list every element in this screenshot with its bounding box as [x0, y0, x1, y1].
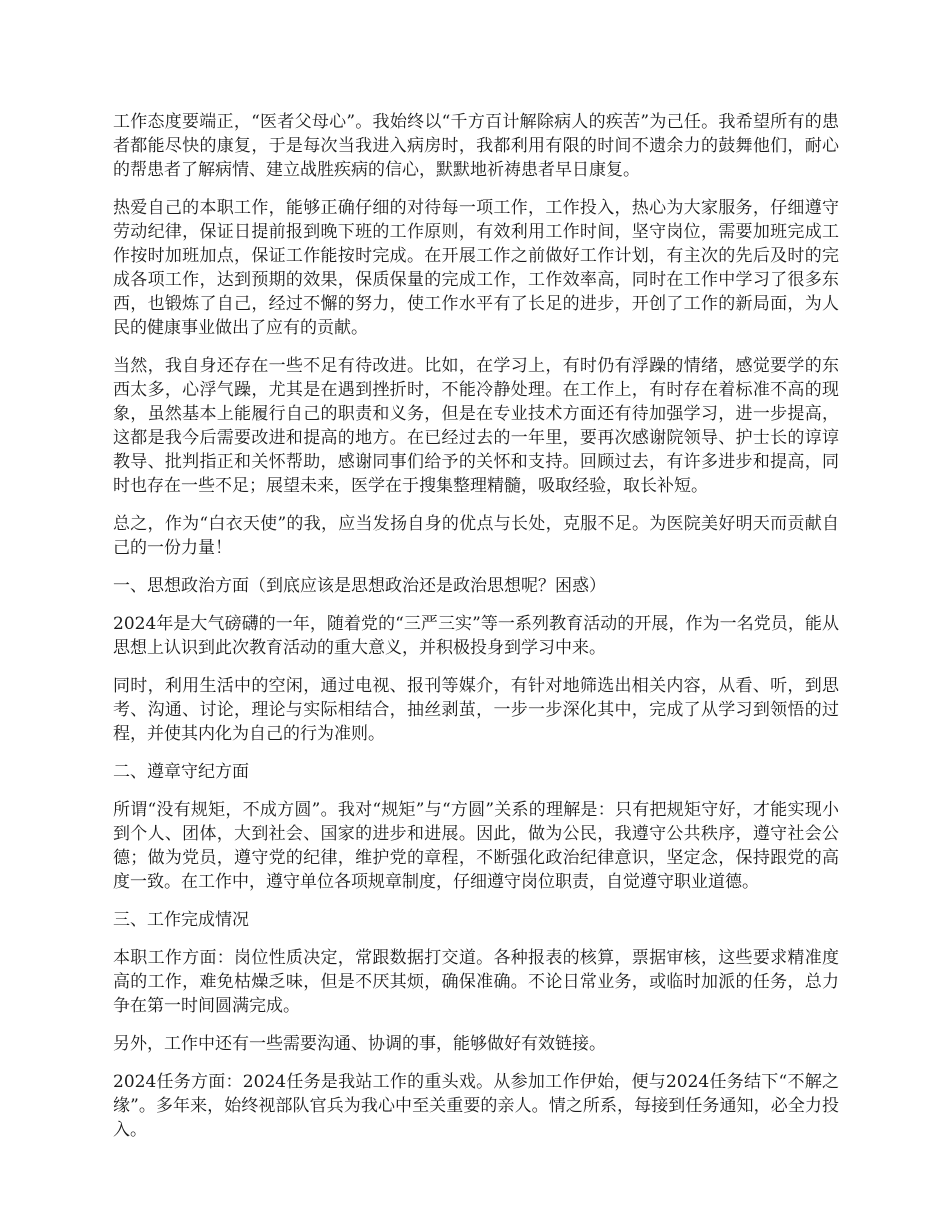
paragraph-work-love: 热爱自己的本职工作，能够正确仔细的对待每一项工作，工作投入，热心为大家服务，仔细遵守劳动纪律，保证日提前报到晚下班的工作原则，有效利用工作时间，坚守岗位，需要加班完成工作按时加班加点，保证工作能按时完成。在开展工作之前做好工作计划，有主次的先后及时的完成各项工作，达到预期的效果，保质保量的完成工作，工作效率高，同时在工作中学习了很多东西，也锻炼了自己，经过不懈的努力，使工作水平有了长足的进步，开创了工作的新局面，为人民的健康事业做出了应有的贡献。 — [113, 198, 839, 338]
paragraph-political-year: 2024年是大气磅礴的一年，随着党的“三严三实”等一系列教育活动的开展，作为一名党员，能从思想上认识到此次教育活动的重大意义，并积极投身到学习中来。 — [113, 614, 839, 658]
paragraph-task-2024: 2024任务方面：2024任务是我站工作的重头戏。从参加工作伊始，便与2024任务结下“不解之缘”。多年来，始终视部队官兵为我心中至关重要的亲人。情之所系，每接到任务通知，必全力投入。 — [113, 1072, 839, 1140]
paragraph-coordination: 另外，工作中还有一些需要沟通、协调的事，能够做好有效链接。 — [113, 1034, 606, 1054]
paragraph-shortcomings: 当然，我自身还存在一些不足有待改进。比如，在学习上，有时仍有浮躁的情绪，感觉要学的东西太多，心浮气躁，尤其是在遇到挫折时，不能冷静处理。在工作上，有时存在着标准不高的现象，虽然基本上能履行自己的职责和义务，但是在专业技术方面还有待加强学习，进一步提高，这都是我今后需要改进和提高的地方。在已经过去的一年里，要再次感谢院领导、护士长的谆谆教导、批判指正和关怀帮助，感谢同事们给予的关怀和支持。回顾过去，有许多进步和提高，同时也存在一些不足；展望未来，医学在于搜集整理精髓，吸取经验，取长补短。 — [113, 356, 839, 496]
section-heading-work-completion: 三、工作完成情况 — [113, 910, 249, 930]
paragraph-duty-work: 本职工作方面：岗位性质决定，常跟数据打交道。各种报表的核算，票据审核，这些要求精准度高的工作，难免枯燥乏味，但是不厌其烦，确保准确。不论日常业务，或临时加派的任务，总力争在第一时间圆满完成。 — [113, 948, 839, 1016]
paragraph-conclusion: 总之，作为“白衣天使”的我，应当发扬自身的优点与长处，克服不足。为医院美好明天而贡献自己的一份力量！ — [113, 514, 839, 558]
paragraph-attitude: 工作态度要端正，“医者父母心”。我始终以“千方百计解除病人的疾苦”为己任。我希望所有的患者都能尽快的康复，于是每次当我进入病房时，我都利用有限的时间不遗余力的鼓舞他们，耐心的帮患者了解病情、建立战胜疾病的信心，默默地祈祷患者早日康复。 — [113, 112, 839, 180]
paragraph-political-study: 同时，利用生活中的空闲，通过电视、报刊等媒介，有针对地筛选出相关内容，从看、听，到思考、沟通、讨论，理论与实际相结合，抽丝剥茧，一步一步深化其中，完成了从学习到领悟的过程，并使其内化为自己的行为准则。 — [113, 676, 839, 744]
section-heading-discipline: 二、遵章守纪方面 — [113, 762, 249, 782]
paragraph-discipline: 所谓“没有规矩，不成方圆”。我对“规矩”与“方圆”关系的理解是：只有把规矩守好，才能实现小到个人、团体，大到社会、国家的进步和进展。因此，做为公民，我遵守公共秩序，遵守社会公德；做为党员，遵守党的纪律，维护党的章程，不断强化政治纪律意识，坚定念，保持跟党的高度一致。在工作中，遵守单位各项规章制度，仔细遵守岗位职责，自觉遵守职业道德。 — [113, 800, 839, 892]
section-heading-political: 一、思想政治方面（到底应该是思想政治还是政治思想呢？困惑） — [113, 576, 606, 596]
document-body — [113, 110, 839, 1156]
